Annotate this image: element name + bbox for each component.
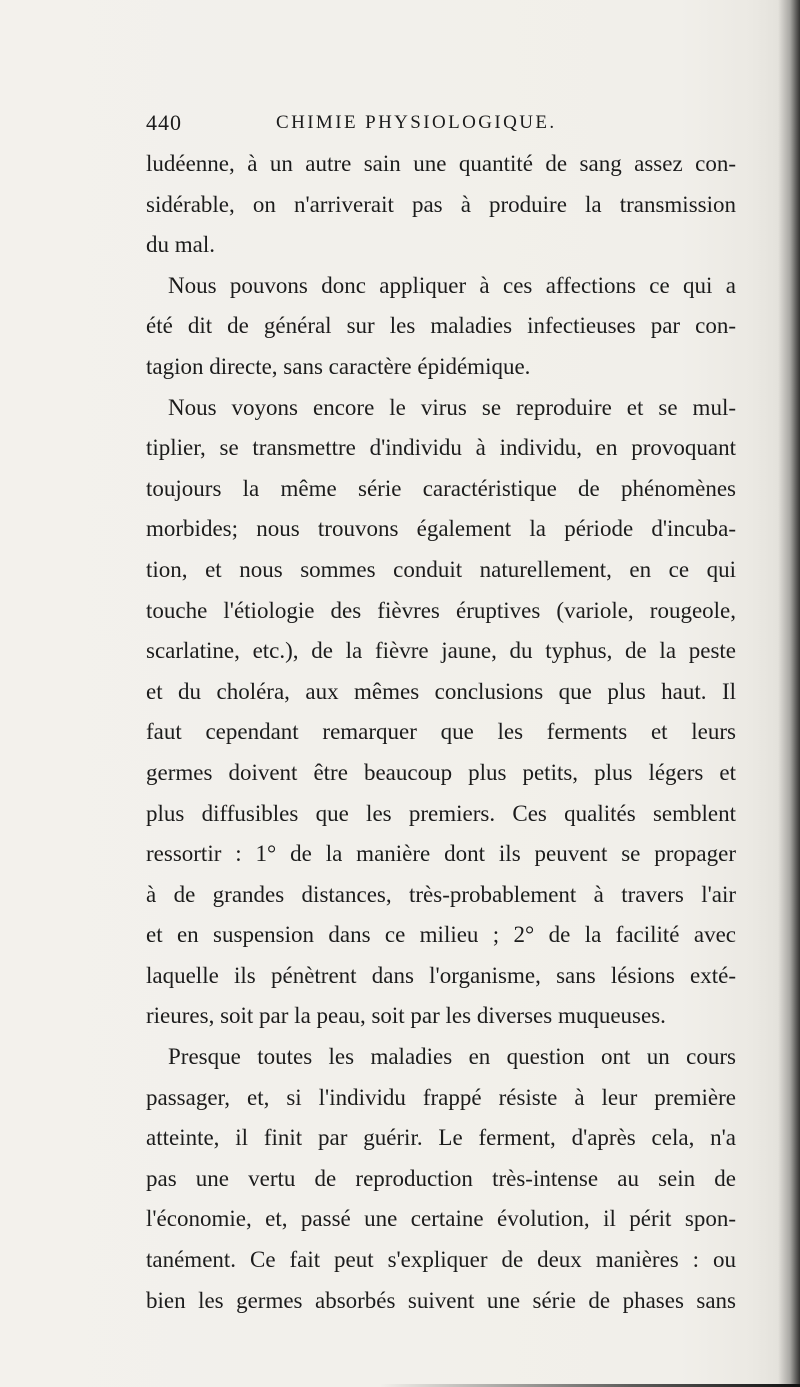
text-line: tagion directe, sans caractère épidémique. xyxy=(146,353,531,379)
text-line: tion, et nous sommes conduit naturellement, en ce qui xyxy=(146,556,736,582)
page-number: 440 xyxy=(146,110,182,135)
text-line: ludéenne, à un autre sain une quantité de sang assez con- xyxy=(146,151,736,176)
text-line: Presque toutes les maladies en question ont un cours xyxy=(168,1044,736,1070)
text-line: Nous voyons encore le virus se reproduire et se mul- xyxy=(168,394,736,420)
text-line: passager, et, si l'individu frappé résiste à leur première xyxy=(146,1084,736,1110)
text-line: pas une vertu de reproduction très-intense au sein de xyxy=(146,1165,736,1191)
text-line: ressortir : 1° de la manière dont ils peuvent se propager xyxy=(146,841,736,867)
text-line: sidérable, on n'arriverait pas à produire la transmission xyxy=(146,191,736,217)
text-line: laquelle ils pénètrent dans l'organisme, sans lésions exté- xyxy=(146,962,736,988)
text-line: faut cependant remarquer que les ferments et leurs xyxy=(146,719,736,745)
text-line: atteinte, il finit par guérir. Le ferment, d'après cela, n'a xyxy=(146,1125,736,1151)
body-text xyxy=(146,144,736,1321)
running-title: CHIMIE PHYSIOLOGIQUE. xyxy=(276,112,557,133)
text-line: toujours la même série caractéristique de phénomènes xyxy=(146,475,736,501)
text-line: scarlatine, etc.), de la fièvre jaune, du typhus, de la peste xyxy=(146,638,736,664)
text-line: bien les germes absorbés suivent une série de phases sans xyxy=(146,1287,736,1313)
text-line: touche l'étiologie des fièvres éruptives (variole, rougeole, xyxy=(146,597,736,623)
text-line: et en suspension dans ce milieu ; 2° de la facilité avec xyxy=(146,922,736,948)
text-line: tanément. Ce fait peut s'expliquer de deux manières : ou xyxy=(146,1247,736,1273)
text-line: germes doivent être beaucoup plus petits, plus légers et xyxy=(146,759,736,785)
running-head xyxy=(146,110,736,140)
text-line: été dit de général sur les maladies infectieuses par con- xyxy=(146,313,736,339)
text-line: plus diffusibles que les premiers. Ces qualités semblent xyxy=(146,800,736,826)
text-line: l'économie, et, passé une certaine évolution, il périt spon- xyxy=(146,1206,736,1232)
text-line: à de grandes distances, très-probablement à travers l'air xyxy=(146,881,736,907)
page-edge-shadow xyxy=(778,0,800,1387)
text-line: du mal. xyxy=(146,232,215,258)
text-line: Nous pouvons donc appliquer à ces affections ce qui a xyxy=(168,272,736,298)
text-line: morbides; nous trouvons également la période d'incuba- xyxy=(146,516,736,542)
text-line: et du choléra, aux mêmes conclusions que plus haut. Il xyxy=(146,678,736,704)
text-line: rieures, soit par la peau, soit par les diverses muqueuses. xyxy=(146,1003,666,1029)
text-line: tiplier, se transmettre d'individu à individu, en provoquant xyxy=(146,435,736,461)
